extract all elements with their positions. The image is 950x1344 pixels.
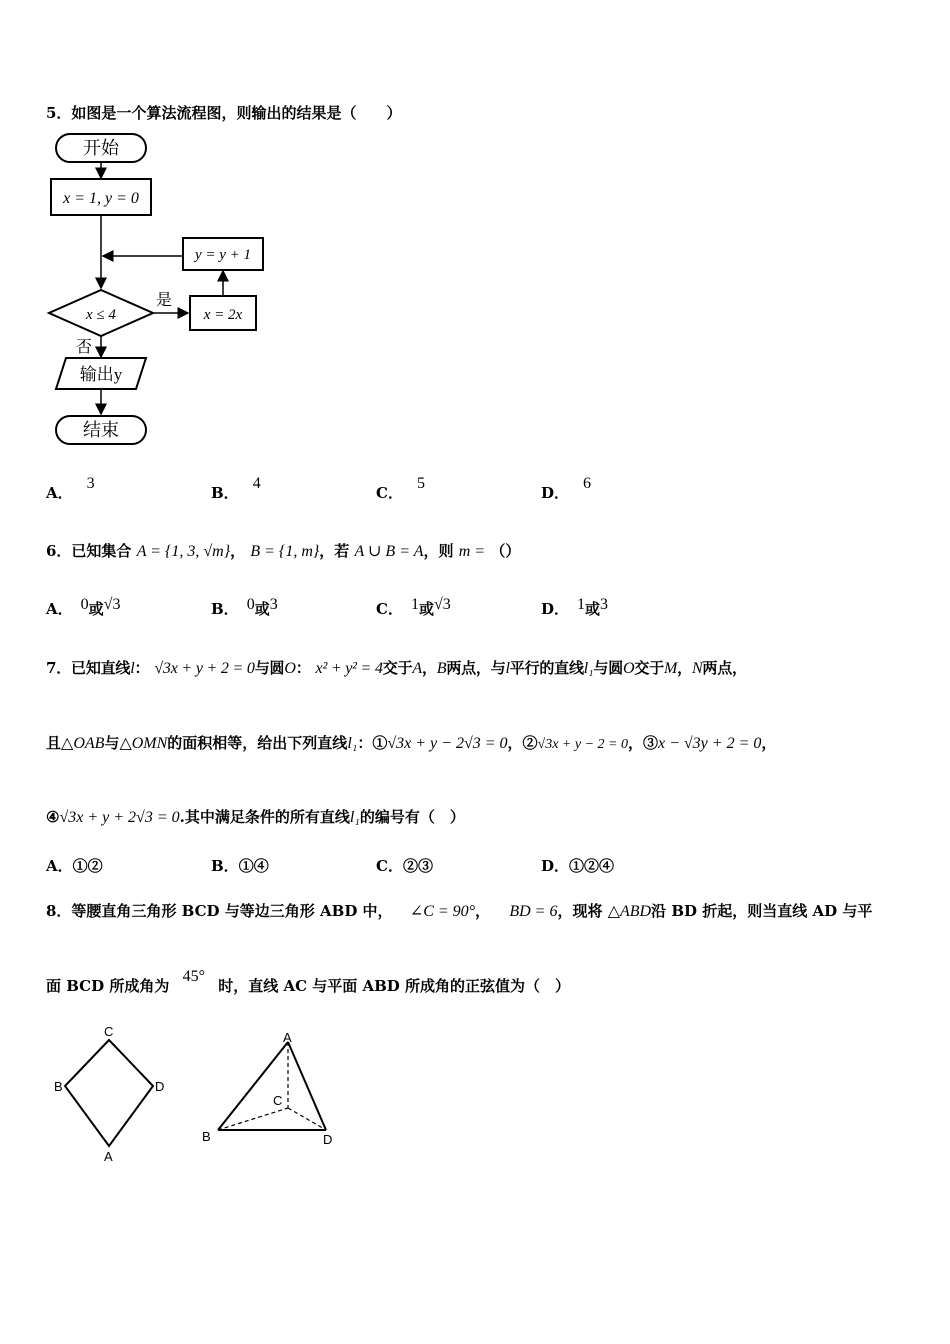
q7-candidate-2: √3x + y − 2 = 0 xyxy=(537,737,628,752)
q7-option-b[interactable]: B．①④ xyxy=(211,857,269,875)
q6-option-d[interactable]: D． 1或3 xyxy=(541,596,609,618)
q5-flowchart xyxy=(40,128,280,458)
q7-line3: ④√3x + y + 2√3 = 0.其中满足条件的所有直线l₁的编号有（ ） xyxy=(46,808,465,826)
q8-line2: 面 BCD 所成角为 45° 时，直线 AC 与平面 ABD 所成角的正弦值为（ ） xyxy=(46,968,571,995)
q5-option-a[interactable]: A．3 xyxy=(46,475,95,502)
q8-bd-length: BD = 6 xyxy=(509,903,558,920)
q5-option-d[interactable]: D．6 xyxy=(541,475,592,502)
q7-candidate-4: √3x + y + 2√3 = 0 xyxy=(59,809,180,826)
q8-angle-45: 45° xyxy=(182,968,205,985)
q6-stem: 6．已知集合 A = {1, 3, √m}， B = {1, m}，若 A ∪ B = A，则 m = （） xyxy=(46,542,521,560)
q5-option-b[interactable]: B．4 xyxy=(211,475,261,502)
q7-circle-equation: x² + y² = 4 xyxy=(315,660,383,677)
q8-triangle-abd: △ABD xyxy=(607,903,652,920)
q6-set-b: B = {1, m} xyxy=(250,543,320,560)
q6-option-a[interactable]: A． 0或√3 xyxy=(46,596,121,618)
q5-option-c[interactable]: C．5 xyxy=(376,475,425,502)
folded-label-b: B xyxy=(202,1129,211,1144)
q7-line-l-equation: √3x + y + 2 = 0 xyxy=(154,660,255,677)
q8-angle-c: ∠C = 90° xyxy=(409,903,476,920)
planar-rhombus xyxy=(65,1040,153,1146)
q6-option-c[interactable]: C． 1或√3 xyxy=(376,596,451,618)
q7-option-c[interactable]: C．②③ xyxy=(376,857,433,875)
flow-end-text: 结束 xyxy=(83,420,119,440)
q8-figure-planar xyxy=(45,1020,175,1170)
q7-candidate-1: √3x + y − 2√3 = 0 xyxy=(387,735,508,752)
q6-condition: A ∪ B = A xyxy=(354,543,424,560)
planar-label-c: C xyxy=(104,1024,114,1039)
planar-label-b: B xyxy=(54,1079,63,1094)
folded-label-a: A xyxy=(283,1030,292,1045)
flow-init-text: x = 1, y = 0 xyxy=(63,190,139,207)
q8-line1: 8．等腰直角三角形 BCD 与等边三角形 ABD 中， ∠C = 90°， BD = 6，现将 △ABD沿 BD 折起，则当直线 AD 与平 xyxy=(46,902,873,920)
flow-step1-text: x = 2x xyxy=(203,307,243,323)
flow-yes-label: 是 xyxy=(156,292,173,309)
folded-label-d: D xyxy=(323,1132,333,1147)
flow-no-label: 否 xyxy=(76,339,93,356)
flow-output-text: 输出y xyxy=(79,365,123,384)
q6-set-a: A = {1, 3, √m} xyxy=(136,543,231,560)
q7-candidate-3: x − √3y + 2 = 0 xyxy=(658,735,762,752)
q7-line1: 7．已知直线l： √3x + y + 2 = 0与圆O： x² + y² = 4交于A，B两点，与l平行的直线l₁与圆O交于M，N两点， xyxy=(46,659,747,677)
q7-line2: 且△OAB与△OMN的面积相等，给出下列直线l₁：①√3x + y − 2√3 = 0，②√3x + y − 2 = 0，③x − √3y + 2 = 0， xyxy=(46,734,777,752)
q5-stem: 5．如图是一个算法流程图，则输出的结果是（ ） xyxy=(46,104,402,122)
q7-option-a[interactable]: A．①② xyxy=(46,857,103,875)
q6-option-b[interactable]: B． 0或3 xyxy=(211,596,278,618)
flow-decision-text: x ≤ 4 xyxy=(86,307,116,323)
planar-label-a: A xyxy=(104,1149,113,1164)
planar-label-d: D xyxy=(155,1079,165,1094)
flow-step2-text: y = y + 1 xyxy=(194,247,252,263)
q8-figure-folded xyxy=(198,1030,348,1160)
folded-label-c: C xyxy=(273,1093,283,1108)
q7-option-d[interactable]: D．①②④ xyxy=(541,857,615,875)
flow-start-text: 开始 xyxy=(83,138,119,158)
